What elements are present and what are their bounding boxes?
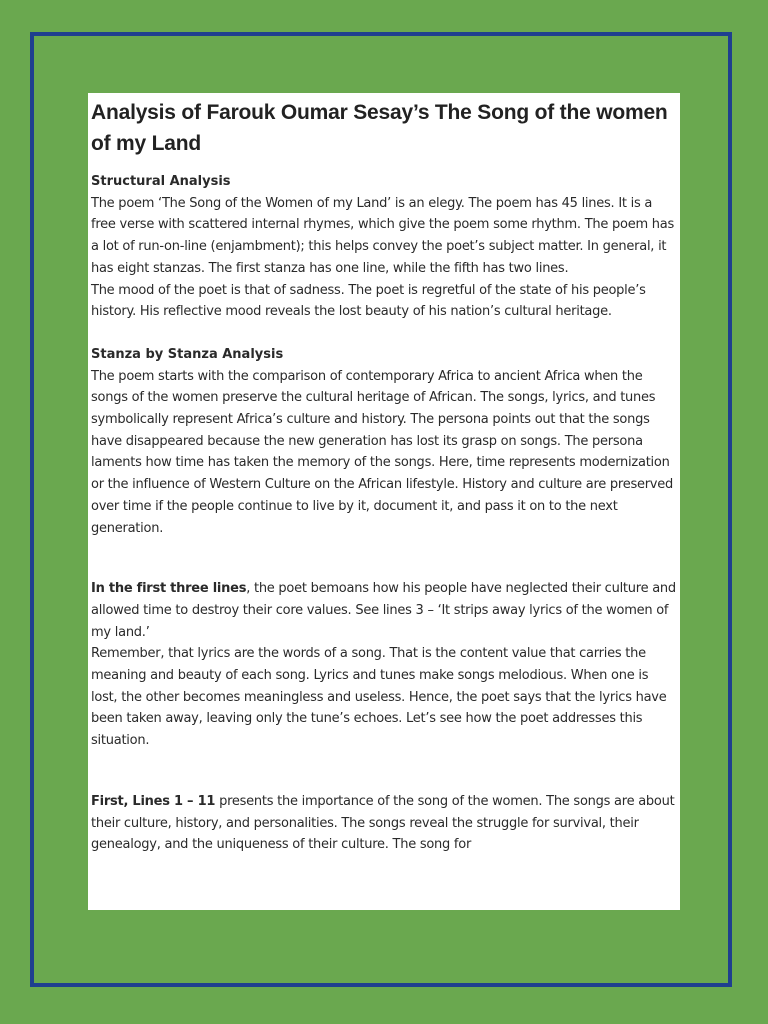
first-three-lines-lead: In the first three lines [91,581,247,597]
lines-1-11-lead: First, Lines 1 – 11 [91,793,216,809]
document-title: Analysis of Farouk Oumar Sesay’s The Song of the women of my Land [91,101,668,155]
stanza-paragraph-1: The poem starts with the comparison of contemporary Africa to ancient Africa when the songs of the women preserve the cultural heritage of African. The songs, lyrics, and tunes symbolically represent Africa’s culture and history. The persona points out that the songs have disappeared because the new generation has lost its grasp on songs. The persona laments how time has taken the memory of the songs. Here, time represents modernization or the influence of Western Culture on the African lifestyle. History and culture are preserved over time if the people continue to live by it, document it, and pass it on to the next generation. [91,368,674,536]
spacer [91,752,676,791]
first-three-lines-paragraph-2: Remember, that lyrics are the words of a song. That is the content value that carries the meaning and beauty of each song. Lyrics and tunes make songs melodious. When one is lost, the other becomes meaningless and useless. Hence, the poet says that the lyrics have been taken away, leaving only the tune’s echoes. Let’s see how the poet addresses this situation. [91,646,667,749]
lines-1-11-text: presents the importance of the song of the women. The songs are about their culture, history, and personalities. The songs reveal the struggle for survival, their genealogy, and the uniqueness of their culture. The song for [91,793,675,853]
structural-paragraph-2: The mood of the poet is that of sadness. The poet is regretful of the state of his people’s history. His reflective mood reveals the lost beauty of his nation’s cultural heritage. [91,282,646,320]
structural-analysis-heading: Structural Analysis [91,174,231,189]
structural-paragraph-1: The poem ‘The Song of the Women of my Land’ is an elegy. The poem has 45 lines. It is a free verse with scattered internal rhymes, which give the poem some rhythm. The poem has a lot of run-on-line (enjambment); this helps convey the poet’s subject matter. In general, it has eight stanzas. The first stanza has one line, while the fifth has two lines. [91,195,674,276]
document-page [88,93,680,910]
lines-1-11-paragraph [91,791,676,856]
first-three-lines-text: , the poet bemoans how his people have neglected their culture and allowed time to destroy their core values. See lines 3 – ‘It strips away lyrics of the women of my land.’ [91,581,676,640]
stanza-analysis-heading: Stanza by Stanza Analysis [91,346,284,362]
spacer [91,539,676,578]
spacer [91,323,676,344]
first-three-lines-paragraph [91,578,676,643]
